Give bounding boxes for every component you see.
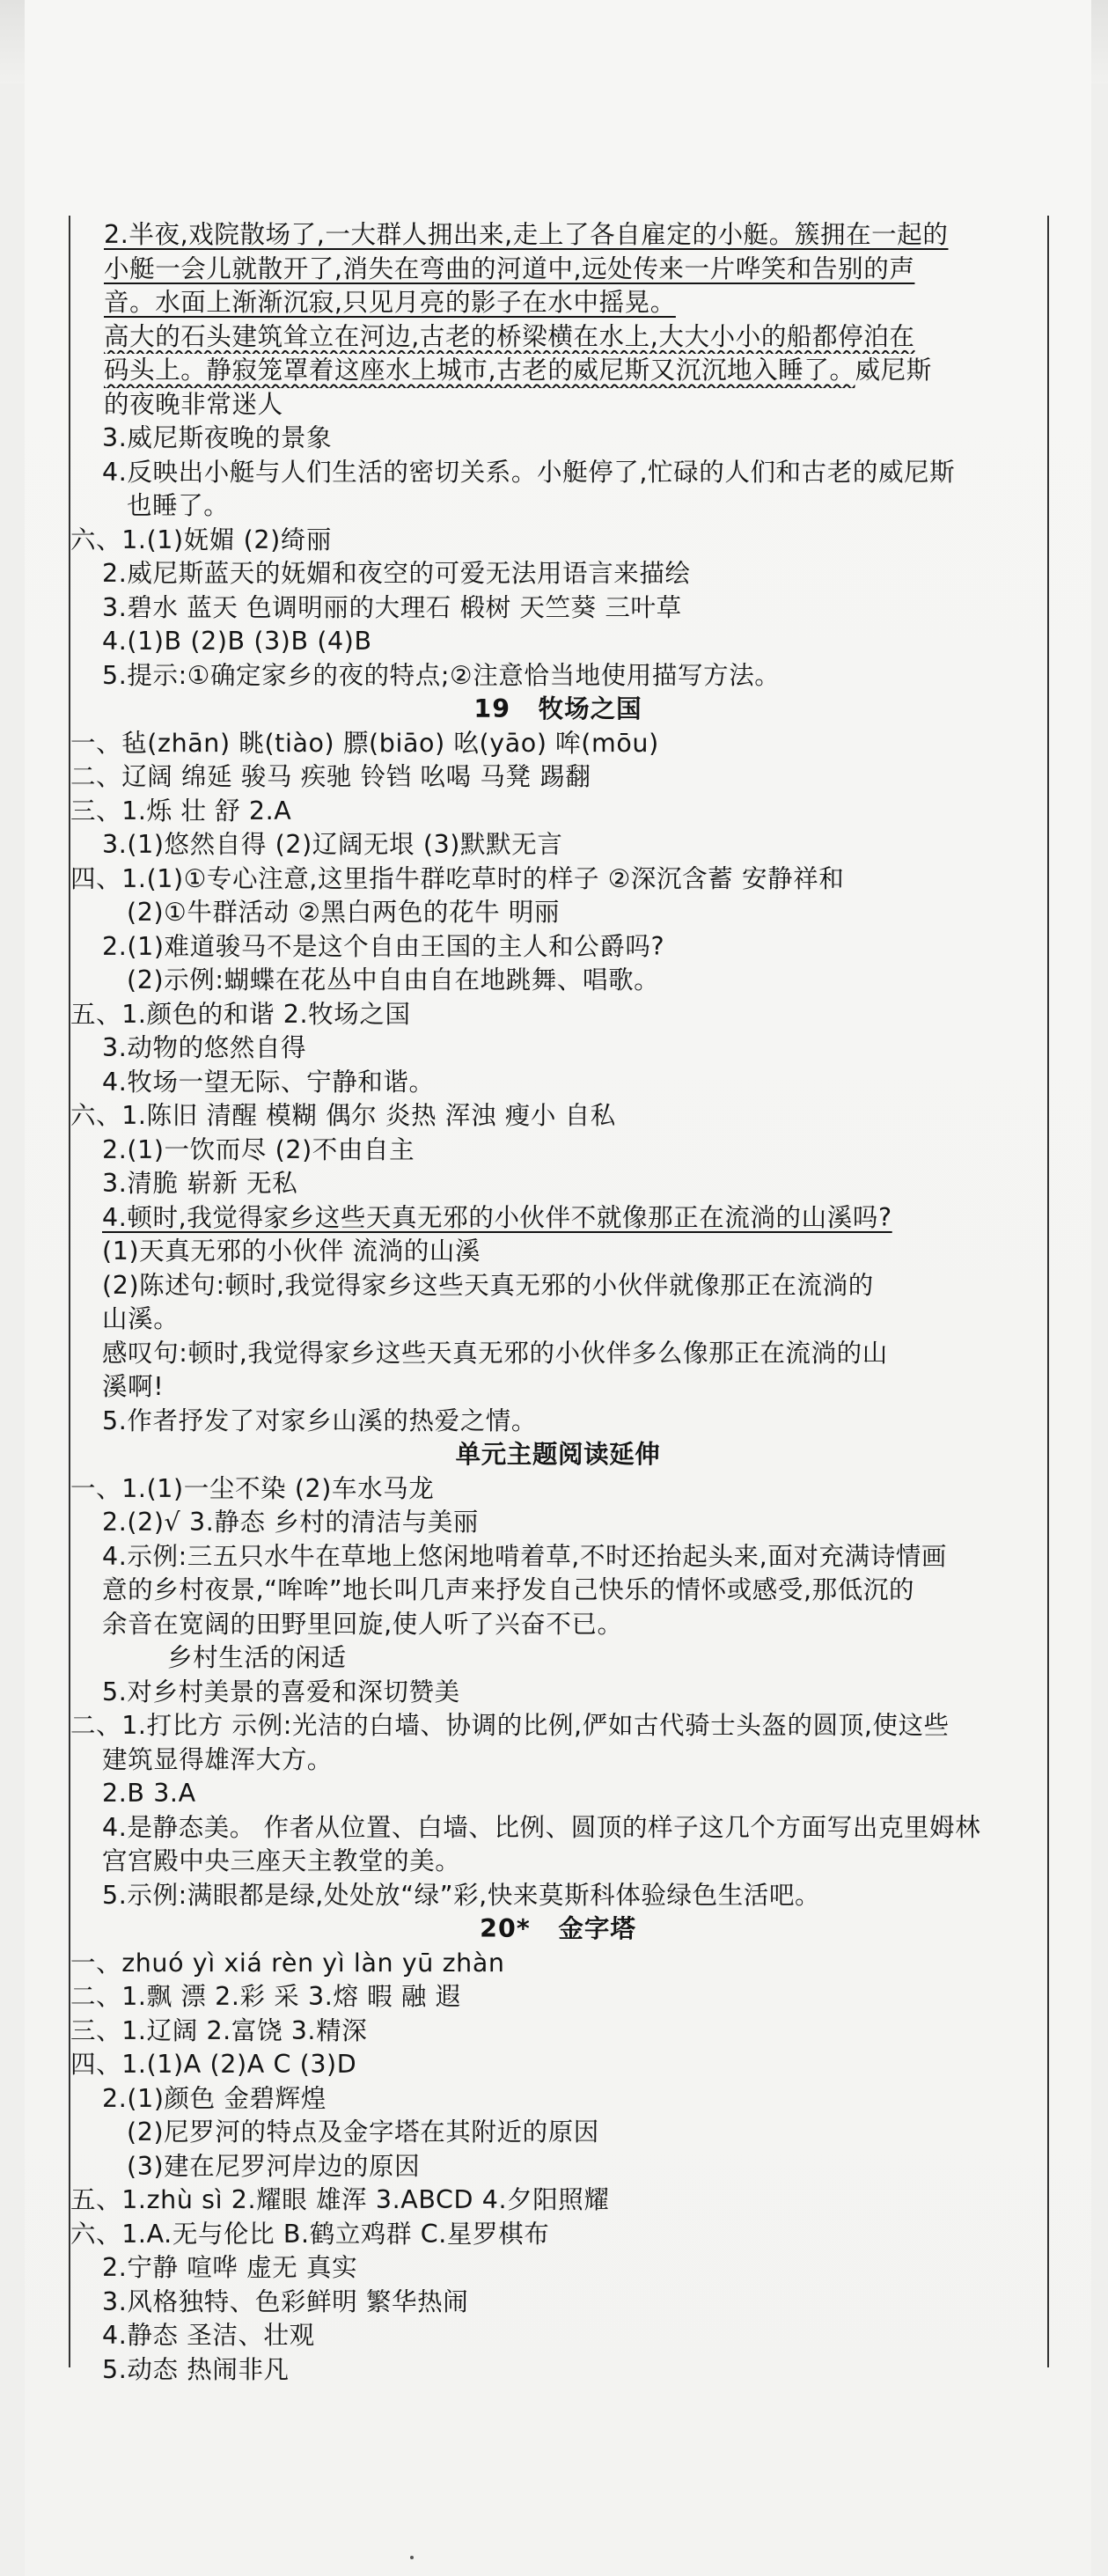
text-line: 3.风格独特、色彩鲜明 繁华热闹 — [102, 2286, 469, 2316]
lesson-title: 金字塔 — [558, 1914, 636, 1943]
text-line — [70, 253, 1046, 287]
text-line: 山溪。 — [102, 1304, 180, 1333]
text-line: 3.威尼斯夜晚的景象 — [102, 423, 333, 452]
text-line: 感叹句:顿时,我觉得家乡这些天真无邪的小伙伴多么像那正在流淌的山 — [102, 1338, 888, 1368]
text-line: 4.反映出小艇与人们生活的密切关系。小艇停了,忙碌的人们和古老的威尼斯 — [102, 457, 956, 487]
text-line: 四、1.(1)①专心注意,这里指牛群吃草时的样子 ②深沉含蓄 安静祥和 — [70, 863, 845, 893]
text-line: 二、辽阔 绵延 骏马 疾驰 铃铛 吆喝 马凳 踢翻 — [70, 762, 591, 791]
text-line: 乡村生活的闲适 — [167, 1643, 347, 1672]
text-line: 建筑显得雄浑大方。 — [102, 1744, 333, 1774]
lesson-heading-20 — [70, 1912, 1046, 1947]
right-margin-rule — [1047, 216, 1049, 2367]
text-line: 5.示例:满眼都是绿,处处放“绿”彩,快来莫斯科体验绿色生活吧。 — [102, 1880, 821, 1910]
text-line: 六、1.(1)妩媚 (2)绮丽 — [70, 525, 332, 554]
text-line: 5.动态 热闹非凡 — [102, 2354, 290, 2384]
text-line: (1)天真无邪的小伙伴 流淌的山溪 — [102, 1237, 481, 1266]
text-line: 三、1.烁 壮 舒 2.A — [70, 796, 292, 826]
text-line: 三、1.辽阔 2.富饶 3.精深 — [70, 2015, 368, 2045]
text-line: 3.碧水 蓝天 色调明丽的大理石 椴树 天竺葵 三叶草 — [102, 592, 682, 622]
text-line: 4.静态 圣洁、壮观 — [102, 2321, 315, 2350]
text-line: 五、1.颜色的和谐 2.牧场之国 — [70, 999, 411, 1029]
text-line — [70, 320, 1046, 355]
text-line: 五、1.zhù sì 2.耀眼 雄浑 3.ABCD 4.夕阳照耀 — [70, 2185, 610, 2214]
text-line — [70, 286, 1046, 320]
text-line: (3)建在尼罗河岸边的原因 — [127, 2151, 421, 2181]
underlined-sentence: 4.顿时,我觉得家乡这些天真无邪的小伙伴不就像那正在流淌的山溪吗? — [102, 1202, 892, 1232]
text-line: 二、1.飘 漂 2.彩 采 3.熔 暇 融 遐 — [70, 1982, 461, 2011]
text-line: 2.宁静 喧哗 虚无 真实 — [102, 2253, 358, 2282]
lesson-number: 20* — [480, 1914, 531, 1943]
text-line: 一、1.(1)一尘不染 (2)车水马龙 — [70, 1473, 435, 1503]
text-line: 2.(1)难道骏马不是这个自由王国的主人和公爵吗? — [102, 931, 665, 961]
text-segment: 威尼斯 — [855, 356, 932, 385]
text-line: 余音在宽阔的田野里回旋,使人听了兴奋不已。 — [102, 1609, 623, 1639]
text-line: 宫宫殿中央三座天主教堂的美。 — [102, 1846, 461, 1875]
text-line: 六、1.陈旧 清醒 模糊 偶尔 炎热 浑浊 瘦小 自私 — [70, 1101, 616, 1130]
text-line — [70, 218, 1046, 253]
text-line: 四、1.(1)A (2)A C (3)D — [70, 2050, 357, 2079]
text-line: 3.动物的悠然自得 — [102, 1033, 307, 1062]
text-line: 意的乡村夜景,“哞哞”地长叫几声来抒发自己快乐的情怀或感受,那低沉的 — [102, 1575, 915, 1604]
text-line: 的夜晚非常迷人 — [104, 389, 283, 419]
text-line: (2)①牛群活动 ②黑白两色的花牛 明丽 — [127, 898, 561, 927]
text-line: 5.作者抒发了对家乡山溪的热爱之情。 — [102, 1405, 537, 1435]
text-line: 2.威尼斯蓝天的妩媚和夜空的可爱无法用语言来描绘 — [102, 559, 691, 588]
text-line: 4.示例:三五只水牛在草地上悠闲地啃着草,不时还抬起头来,面对充满诗情画 — [102, 1541, 948, 1571]
text-line — [70, 1201, 1046, 1236]
text-line: 二、1.打比方 示例:光洁的白墙、协调的比例,俨如古代骑士头盔的圆顶,使这些 — [70, 1711, 950, 1740]
text-line: (2)尼罗河的特点及金字塔在其附近的原因 — [127, 2117, 599, 2147]
text-line: 3.(1)悠然自得 (2)辽阔无垠 (3)默默无言 — [102, 830, 563, 859]
text-line: 3.清脆 崭新 无私 — [102, 1169, 298, 1198]
text-line: 4.(1)B (2)B (3)B (4)B — [102, 627, 372, 656]
text-line: (2)陈述句:顿时,我觉得家乡这些天真无邪的小伙伴就像那正在流淌的 — [102, 1270, 874, 1300]
lesson-title: 牧场之国 — [538, 694, 642, 723]
underlined-passage: 音。水面上渐渐沉寂,只见月亮的影子在水中摇晃。 — [104, 288, 676, 317]
wavy-underlined-passage: 高大的石头建筑耸立在河边,古老的桥梁横在水上,大大小小的船都停泊在 — [104, 321, 915, 351]
text-line: 一、毡(zhān) 眺(tiào) 膘(biāo) 吆(yāo) 哞(mōu) — [70, 728, 659, 758]
underlined-passage: 2.半夜,戏院散场了,一大群人拥出来,走上了各自雇定的小艇。簇拥在一起的 — [104, 220, 949, 249]
text-line: 4.是静态美。 作者从位置、白墙、比例、圆顶的样子这几个方面写出克里姆林 — [102, 1812, 981, 1842]
text-line: 溪啊! — [102, 1372, 165, 1401]
lesson-heading-19 — [70, 693, 1046, 727]
text-line: 2.B 3.A — [102, 1779, 196, 1808]
text-line: 2.(1)颜色 金碧辉煌 — [102, 2083, 327, 2113]
text-line: 也睡了。 — [127, 491, 230, 520]
text-line — [70, 354, 1046, 388]
scan-speck — [410, 2556, 414, 2559]
text-line: 4.牧场一望无际、宁静和谐。 — [102, 1067, 435, 1097]
underlined-passage: 小艇一会儿就散开了,消失在弯曲的河道中,远处传来一片哗笑和告别的声 — [104, 253, 915, 283]
text-line: 2.(2)√ 3.静态 乡村的清洁与美丽 — [102, 1508, 480, 1537]
text-line: 一、zhuó yì xiá rèn yì làn yū zhàn — [70, 1948, 505, 1978]
wavy-underlined-passage: 码头上。静寂笼罩着这座水上城市,古老的威尼斯又沉沉地入睡了。 — [104, 356, 855, 385]
text-line: (2)示例:蝴蝶在花丛中自由自在地跳舞、唱歌。 — [127, 965, 660, 994]
text-line: 六、1.A.无与伦比 B.鹤立鸡群 C.星罗棋布 — [70, 2219, 550, 2249]
text-line: 5.对乡村美景的喜爱和深切赞美 — [102, 1677, 460, 1706]
text-line: 5.提示:①确定家乡的夜的特点;②注意恰当地使用描写方法。 — [102, 660, 781, 690]
answer-key-text — [70, 218, 1046, 2387]
text-line: 2.(1)一饮而尽 (2)不由自主 — [102, 1134, 415, 1164]
unit-reading-heading: 单元主题阅读延伸 — [455, 1440, 661, 1469]
lesson-number: 19 — [473, 694, 511, 723]
